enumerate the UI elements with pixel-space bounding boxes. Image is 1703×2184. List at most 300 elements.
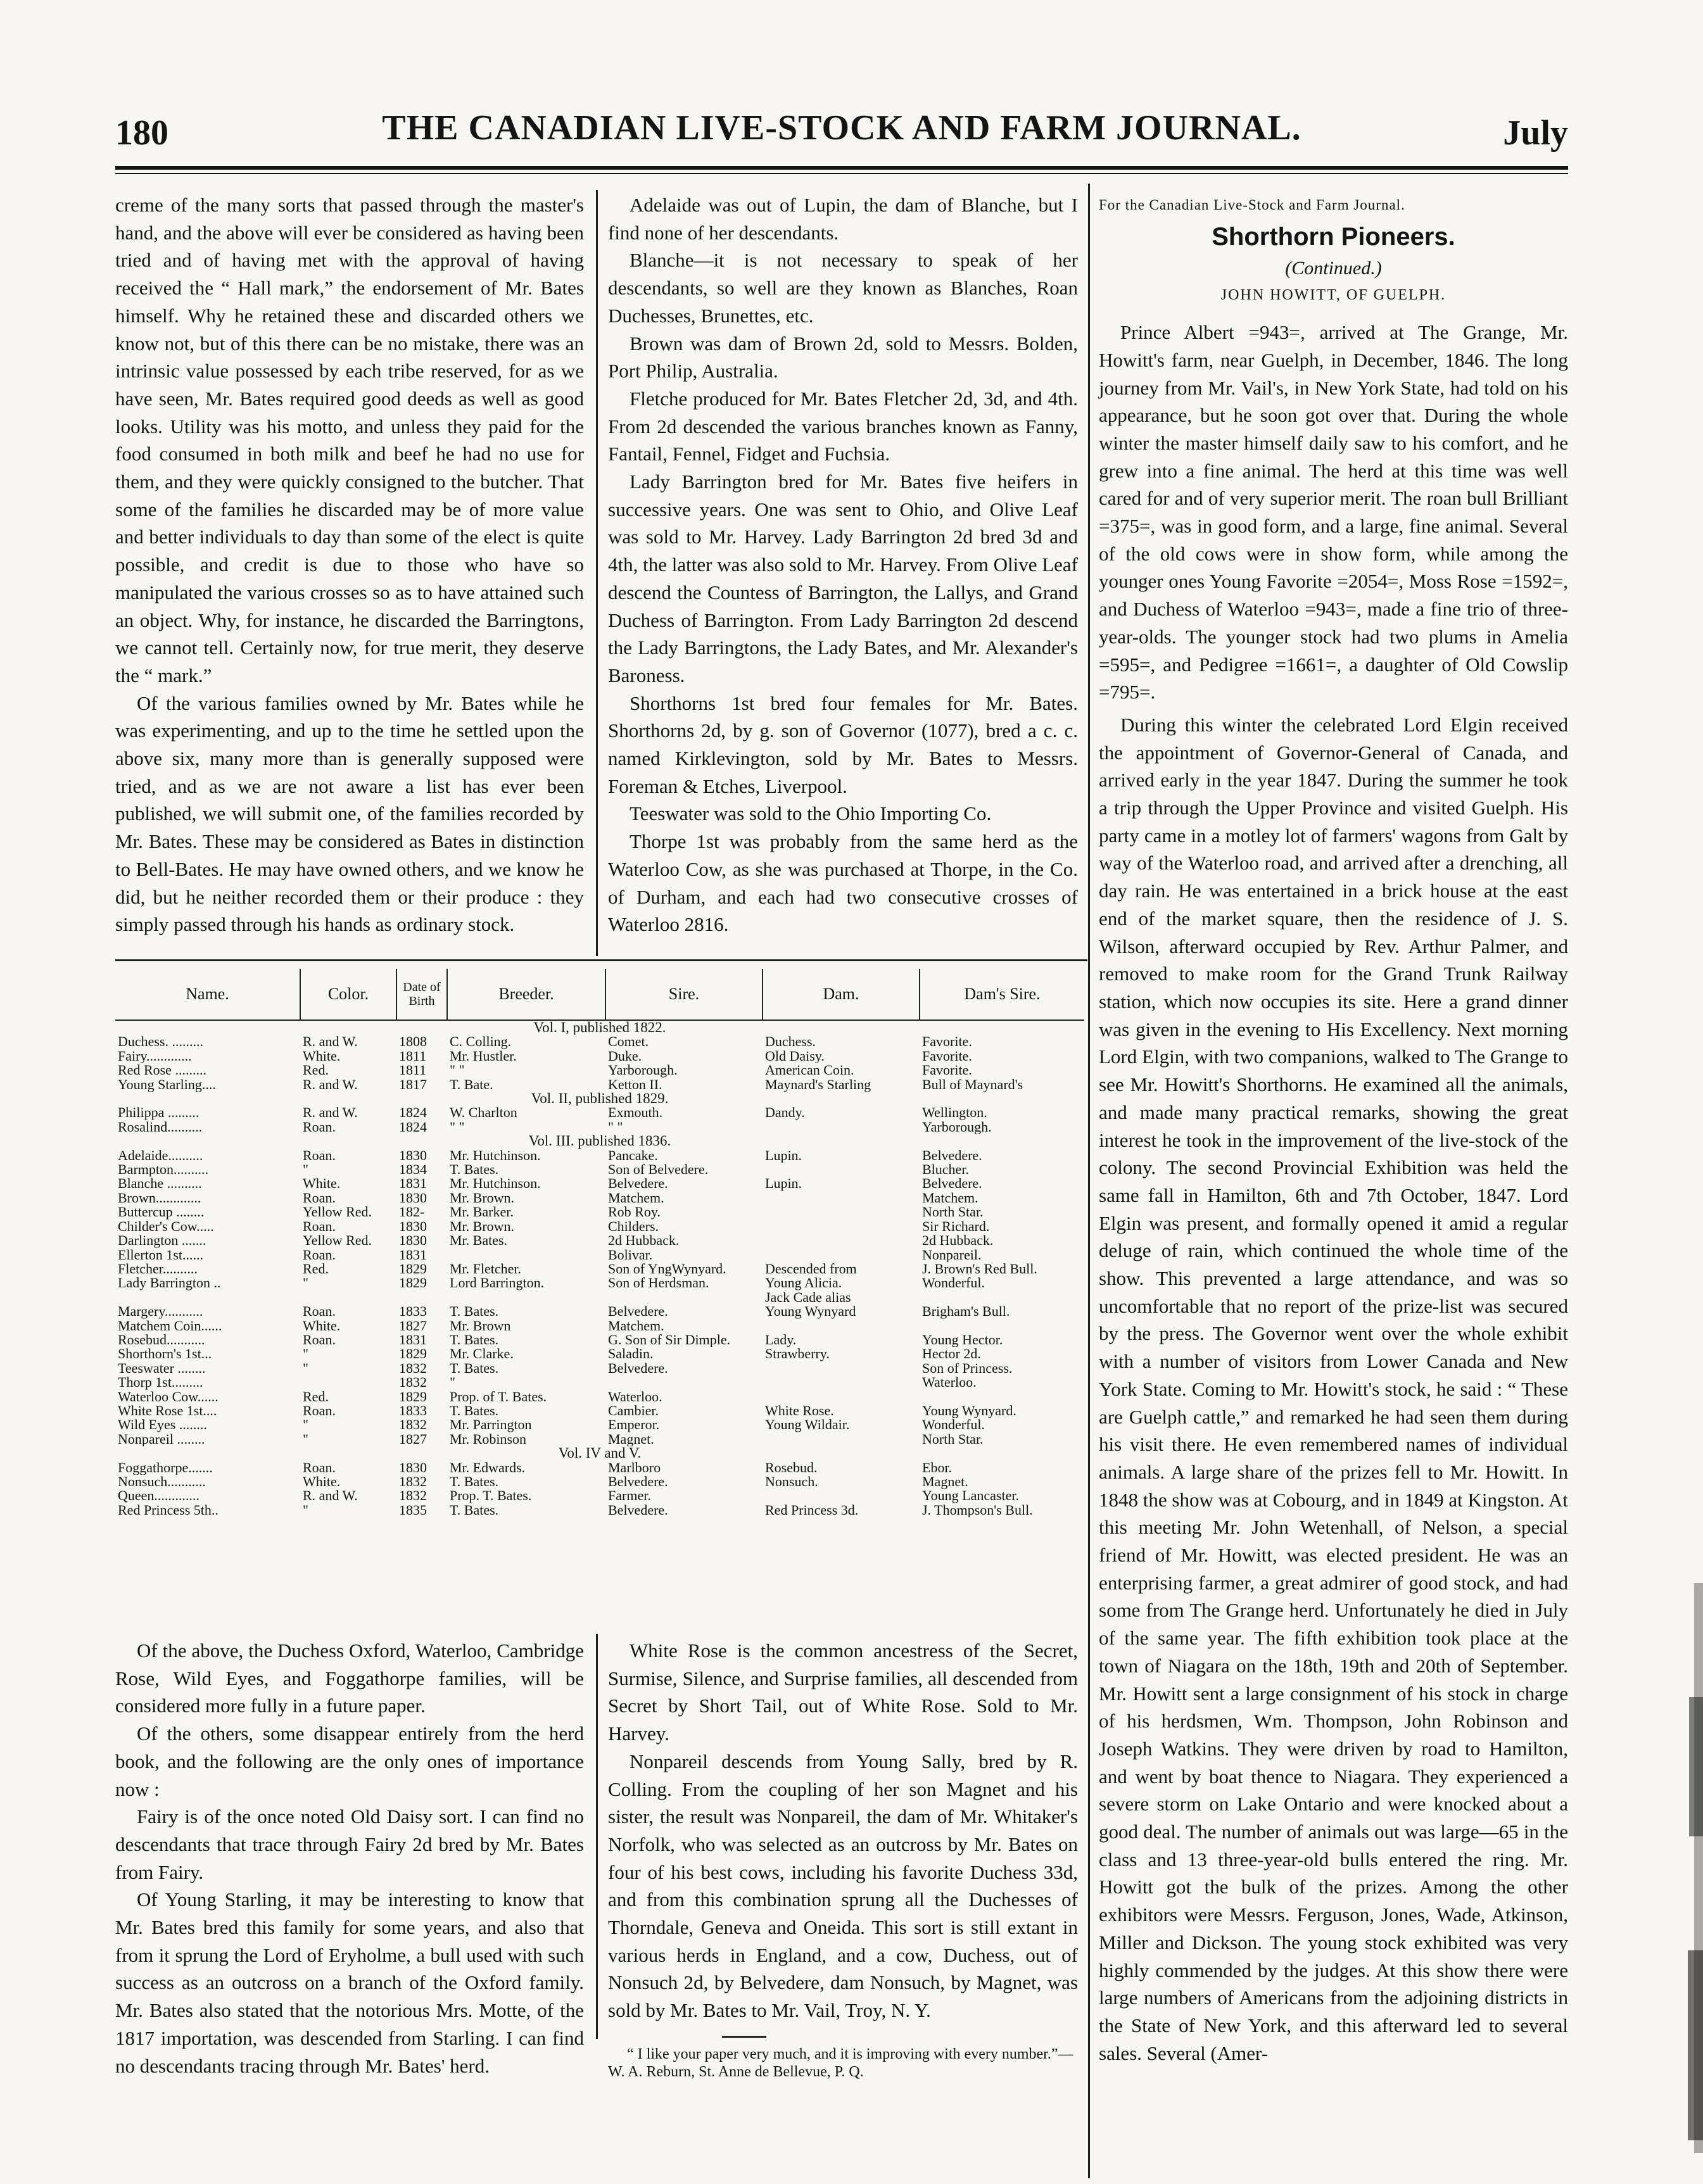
table-row xyxy=(115,1375,1084,1389)
volume-label: Vol. IV and V. xyxy=(558,1446,642,1461)
table-cell xyxy=(763,1205,920,1219)
table-cell: 2d Hubback. xyxy=(608,1234,680,1248)
table-cell: Yellow Red. xyxy=(303,1234,372,1248)
table-cell: Mr. Hustler. xyxy=(450,1049,517,1064)
table-cell: Favorite. xyxy=(922,1049,972,1064)
paragraph: Of the various families owned by Mr. Bates while he was experimenting, and up to the time he settled upon the above six, many more than is generally supposed were tried, and as we are not aware a list has ever been published, we will submit one, of the families recorded by Mr. Bates. These may be considered as Bates in distinction to Bell-Bates. He may have owned others, and we know he did, but he neither recorded them or their produce : they simply passed through his hands as ordinary stock. xyxy=(115,691,584,936)
table-cell: Young Alicia. xyxy=(765,1276,842,1291)
journal-title: THE CANADIAN LIVE-STOCK AND FARM JOURNAL. xyxy=(382,108,1301,148)
table-cell: " xyxy=(450,1375,455,1390)
table-cell: Red Princess 3d. xyxy=(765,1503,859,1518)
table-cell xyxy=(763,1319,920,1333)
table-cell: White Rose. xyxy=(765,1403,834,1418)
table-cell: Blucher. xyxy=(922,1163,969,1177)
table-row xyxy=(115,1503,1084,1517)
table-cell xyxy=(763,1248,920,1262)
volume-row xyxy=(115,1134,1084,1148)
table-cell: Margery........... xyxy=(118,1304,203,1319)
table-cell: 1832 xyxy=(399,1361,427,1376)
paragraph: Blanche—it is not necessary to speak of her descendants, so well are they known as Blanches, Roan Duchesses, Brunettes, etc. xyxy=(608,249,1078,327)
table-cell: Brown............. xyxy=(118,1190,201,1206)
volume-label: Vol. II, published 1829. xyxy=(531,1092,669,1106)
table-row xyxy=(115,1475,1084,1489)
table-cell: Ebor. xyxy=(922,1460,953,1475)
table-cell: 1830 xyxy=(399,1219,427,1234)
table-cell: North Star. xyxy=(922,1205,984,1220)
table-cell: 1827 xyxy=(399,1432,427,1447)
table-cell: 1832 xyxy=(399,1375,427,1390)
table-cell: Strawberry. xyxy=(765,1347,830,1361)
paragraph: Thorpe 1st was probably from the same herd as the Waterloo Cow, as she was purchased at Thorpe, in the Co. of Durham, and each had two consecutive crosses of Waterloo 2816. xyxy=(608,830,1078,936)
herd-table xyxy=(115,969,1084,1517)
table-cell: Son of Belvedere. xyxy=(608,1163,709,1177)
table-cell: Fletcher.......... xyxy=(118,1261,198,1277)
table-cell: Pancake. xyxy=(608,1148,658,1163)
table-row xyxy=(115,1063,1084,1077)
table-cell: Waterloo. xyxy=(922,1375,977,1390)
table-cell: 1831 xyxy=(399,1332,427,1348)
table-cell: 1833 xyxy=(399,1304,427,1319)
table-cell: R. and W. xyxy=(303,1489,358,1503)
table-row xyxy=(115,1106,1084,1120)
table-cell: Belvedere. xyxy=(608,1304,668,1319)
paragraph: Shorthorns 1st bred four females for Mr. Bates. Shorthorns 2d, by g. son of Governor (1077), bred a c. c. named Kirklevington, sold by Mr. Bates to Messrs. Foreman & Etches, Liverpool. xyxy=(608,691,1078,797)
table-cell: Roan. xyxy=(303,1403,336,1418)
table-cell: Marlboro xyxy=(608,1460,661,1475)
table-cell: T. Bates. xyxy=(450,1361,499,1376)
table-cell: White. xyxy=(303,1318,341,1333)
table-cell: Matchem Coin...... xyxy=(118,1318,222,1333)
table-cell: 1830 xyxy=(399,1460,427,1475)
table-cell: Matchem. xyxy=(608,1318,664,1333)
table-cell xyxy=(920,1291,1084,1304)
table-cell: Son of YngWynyard. xyxy=(608,1261,726,1277)
table-cell: Ellerton 1st...... xyxy=(118,1247,204,1262)
bates-families-table xyxy=(115,969,1084,1621)
table-top-rule xyxy=(115,959,1087,961)
table-cell xyxy=(300,1375,396,1389)
table-cell: Red Rose ......... xyxy=(118,1063,206,1078)
table-cell: 1817 xyxy=(399,1077,427,1092)
table-cell: 1827 xyxy=(399,1318,427,1333)
table-row xyxy=(115,1489,1084,1503)
table-cell xyxy=(763,1390,920,1404)
article-head xyxy=(1099,191,1568,310)
table-cell: Belvedere. xyxy=(608,1503,668,1518)
author-line: JOHN HOWITT, OF GUELPH. xyxy=(1220,287,1447,304)
table-row xyxy=(115,1461,1084,1475)
table-cell: Queen............. xyxy=(118,1489,199,1503)
table-cell: 1829 xyxy=(399,1276,427,1291)
table-cell: Red. xyxy=(303,1063,329,1078)
table-cell: Ketton II. xyxy=(608,1077,662,1092)
table-cell: Young Hector. xyxy=(922,1332,1003,1348)
table-cell: Roan. xyxy=(303,1460,336,1475)
table-row xyxy=(115,1291,1084,1304)
table-cell: 1834 xyxy=(399,1163,427,1177)
table-cell: T. Bates. xyxy=(450,1403,499,1418)
table-cell: Mr. Brown. xyxy=(450,1190,515,1206)
paragraph: Of the others, some disappear entirely from the herd book, and the following are the only ones of importance now : xyxy=(115,1722,584,1800)
table-cell xyxy=(447,1291,605,1304)
paragraph: Nonpareil descends from Young Sally, bred by R. Colling. From the coupling of her son Magnet and his sister, the result was Nonpareil, the dam of Mr. Whitaker's Norfolk, who was selected as an outcross by Mr. Bates on four of his best cows, including his favorite Duchess 33d, and from this combination sprung all the Duchesses of Thorndale, Geneva and Oneida. This sort is still extant in various herds in England, and a cow, Duchess, out of Nonsuch 2d, by Belvedere, dam Nonsuch, by Magnet, was sold by Mr. Bates to Mr. Vail, Troy, N. Y. xyxy=(608,1750,1078,2022)
table-cell xyxy=(763,1120,920,1134)
paragraph: Brown was dam of Brown 2d, sold to Messrs. Bolden, Port Philip, Australia. xyxy=(608,332,1078,382)
table-cell: Cambier. xyxy=(608,1403,659,1418)
table-cell: Mr. Robinson xyxy=(450,1432,527,1447)
table-cell: " xyxy=(303,1347,308,1361)
table-row xyxy=(115,1078,1084,1092)
table-cell: C. Colling. xyxy=(450,1035,512,1049)
table-cell: Matchem. xyxy=(608,1190,664,1206)
table-cell: Barmpton.......... xyxy=(118,1163,208,1177)
paragraph: Teeswater was sold to the Ohio Importing Co. xyxy=(630,802,992,825)
table-cell: T. Bate. xyxy=(450,1077,493,1092)
table-cell: T. Bates. xyxy=(450,1163,499,1177)
table-cell: 2d Hubback. xyxy=(922,1234,994,1248)
table-cell: T. Bates. xyxy=(450,1332,499,1348)
table-cell: W. Charlton xyxy=(450,1106,517,1120)
table-cell: Magnet. xyxy=(608,1432,654,1447)
table-row xyxy=(115,1163,1084,1177)
column-1-upper xyxy=(115,191,584,938)
volume-row xyxy=(115,1020,1084,1035)
paragraph: Of the above, the Duchess Oxford, Waterloo, Cambridge Rose, Wild Eyes, and Foggathorpe families, will be considered more fully in a future paper. xyxy=(115,1639,584,1717)
table-cell: 1830 xyxy=(399,1148,427,1163)
table-cell: Adelaide.......... xyxy=(118,1148,203,1163)
table-cell: Belvedere. xyxy=(922,1177,982,1191)
table-cell: Mr. Barker. xyxy=(450,1205,514,1220)
paragraph: White Rose is the common ancestress of the Secret, Surmise, Silence, and Surprise families, all descended from Secret by Short Tail, out of White Rose. Sold to Mr. Harvey. xyxy=(608,1639,1078,1745)
header-rule xyxy=(115,166,1568,170)
table-cell: Lady Barrington .. xyxy=(118,1276,221,1291)
table-cell: Mr. Hutchinson. xyxy=(450,1148,541,1163)
scan-edge-marks xyxy=(1684,0,1703,2184)
table-cell: Young Starling.... xyxy=(118,1077,216,1092)
table-cell: " " xyxy=(450,1063,465,1078)
table-row xyxy=(115,1035,1084,1049)
table-cell: J. Thompson's Bull. xyxy=(922,1503,1033,1518)
table-cell: Childers. xyxy=(608,1219,659,1234)
table-cell: White. xyxy=(303,1049,341,1064)
table-cell xyxy=(763,1220,920,1234)
table-cell: Fairy............. xyxy=(118,1049,192,1064)
table-cell: Wild Eyes ........ xyxy=(118,1418,207,1432)
table-row xyxy=(115,1220,1084,1234)
column-1-lower xyxy=(115,1637,584,2080)
table-cell: Lady. xyxy=(765,1332,797,1348)
table-cell: Red Princess 5th.. xyxy=(118,1503,218,1518)
table-row xyxy=(115,1205,1084,1219)
table-cell: " xyxy=(303,1418,308,1432)
column-header: Breeder. xyxy=(447,969,605,1020)
table-cell xyxy=(920,1390,1084,1404)
table-cell: Maynard's Starling xyxy=(765,1077,871,1092)
table-cell xyxy=(447,1248,605,1262)
table-cell: " xyxy=(303,1503,308,1518)
table-cell: Mr. Edwards. xyxy=(450,1460,526,1475)
table-cell: 1829 xyxy=(399,1389,427,1404)
table-cell: Roan. xyxy=(303,1190,336,1206)
column-2-lower xyxy=(608,1637,1078,2024)
table-row xyxy=(115,1262,1084,1276)
table-cell: Favorite. xyxy=(922,1063,972,1078)
table-cell: Jack Cade alias xyxy=(765,1290,851,1305)
table-cell: 182- xyxy=(399,1205,425,1220)
table-cell: Young Wynyard. xyxy=(922,1403,1016,1418)
table-cell: 1832 xyxy=(399,1418,427,1432)
table-cell: Comet. xyxy=(608,1035,649,1049)
table-row xyxy=(115,1404,1084,1418)
paragraph: During this winter the celebrated Lord Elgin received the appointment of Governor-General of Canada, and arrived early in the year 1847. During the summer he took a trip through the Upper Province and visited Guelph. His party came in a motley lot of farmers' wagons from Galt by way of the Waterloo road, and arrived after a drenching, all day rain. He was entertained in a brick house at the east end of the market square, then the residence of J. S. Wilson, afterward occupied by Rev. Arthur Palmer, and removed to make room for the Grand Trunk Railway station, which now occupies its site. Here a grand dinner was given in the evening to His Excellency. Next morning Lord Elgin, with two companions, walked to The Grange to see Mr. Howitt's Shorthorns. He examined all the animals, and made many practical remarks, showing the great interest he took in the improvement of the live-stock of the colony. The second Provincial Exhibition was held the same fall in Hamilton, 6th and 7th October, 1847. Lord Elgin was present, and formally opened it amid a regular deluge of rain, which continued the whole time of the show. This prevented a large attendance, and was so uncomfortable that no report of the prize-list was secured by the press. The Governor went over the whole exhibit with a number of visitors from Lower Canada and New York State. Coming to Mr. Howitt's stock, he said : “ These are Guelph cattle,” and remarked he had seen them during his visit there. He even remembered names of individual animals. A large share of the prizes fell to Mr. Howitt. In 1848 the show was at Cobourg, and in 1849 at Kingston. At this meeting Mr. John Wetenhall, of Nelson, a special friend of Mr. Howitt, was elected president. He was an enterprising farmer, a great admirer of good stock, and had some from The Grange herd. Unfortunately he died in July of the same year. The fifth exhibition took place at the town of Niagara on the 18th, 19th and 20th of September. Mr. Howitt sent a large consignment of his stock in charge of his herdsmen, Wm. Thompson, John Robinson and Joseph Watkins. They were driven by road to Hamilton, and went by boat thence to Niagara. They experienced a severe storm on Lake Ontario and were knocked about a good deal. The number of animals out was large—65 in the class and 13 three-year-old bulls entered the ring. Mr. Howitt got the bulk of the prizes. Among the other exhibitors were Messrs. Ferguson, Jones, Wade, Atkinson, Miller and Dickson. The young stock exhibited was very highly commended by the judges. At this show there were large numbers of Americans from the adjoining districts in the State of New York, and this afterward led to several sales. Several (Amer- xyxy=(1099,713,1568,2064)
table-cell: Descended from xyxy=(765,1261,857,1277)
table-cell: Yarborough. xyxy=(608,1063,678,1078)
table-cell: Mr. Parrington xyxy=(450,1418,532,1432)
table-cell: 1831 xyxy=(399,1177,427,1191)
table-cell: Mr. Clarke. xyxy=(450,1347,514,1361)
table-header-row xyxy=(115,969,1084,1020)
table-cell: Darlington ....... xyxy=(118,1234,206,1248)
table-cell: Yarborough. xyxy=(922,1120,992,1135)
column-header: Sire. xyxy=(605,969,763,1020)
paragraph: Of Young Starling, it may be interesting to know that Mr. Bates bred this family for some years, and also that from it sprung the Lord of Eryholme, a bull used with such success as an outcross on a branch of the Oxford family. Mr. Bates also stated that the notorious Mrs. Motte, of the 1817 importation, was descended from Starling. I can find no descendants tracing through Mr. Bates' herd. xyxy=(115,1888,584,2077)
table-cell: Dandy. xyxy=(765,1106,805,1120)
table-cell: 1811 xyxy=(399,1049,427,1064)
table-cell: Bull of Maynard's xyxy=(922,1077,1023,1092)
paragraph: Lady Barrington bred for Mr. Bates five heifers in successive years. One was sent to Ohio, and Olive Leaf was sold to Mr. Harvey. Lady Barrington 2d bred 3d and 4th, the latter was also sold to Mr. Harvey. From Olive Leaf descend the Countess of Barrington, the Lallys, and Grand Duchess of Barrington. From Lady Barrington 2d descend the Lady Barringtons, the Lady Bates, and Mr. Alexander's Baroness. xyxy=(608,470,1078,686)
table-cell: White. xyxy=(303,1177,341,1191)
table-body xyxy=(115,1020,1084,1517)
table-cell xyxy=(763,1432,920,1446)
for-line: For the Canadian Live-Stock and Farm Journal. xyxy=(1099,197,1405,213)
table-cell: T. Bates. xyxy=(450,1475,499,1489)
column-header: Name. xyxy=(115,969,300,1020)
article-title: Shorthorn Pioneers. xyxy=(1212,222,1455,251)
table-cell: " xyxy=(303,1163,308,1177)
page-number: 180 xyxy=(115,113,168,153)
table-cell: American Coin. xyxy=(765,1063,854,1078)
table-row xyxy=(115,1432,1084,1446)
table-cell: Duke. xyxy=(608,1049,642,1064)
table-cell: Red. xyxy=(303,1261,329,1277)
table-cell: " xyxy=(303,1432,308,1447)
table-cell: 1833 xyxy=(399,1403,427,1418)
table-cell: " " xyxy=(450,1120,465,1135)
table-cell: 1829 xyxy=(399,1261,427,1277)
table-row xyxy=(115,1333,1084,1347)
table-cell: Son of Herdsman. xyxy=(608,1276,709,1291)
table-cell: Philippa ......... xyxy=(118,1106,199,1120)
table-cell: Roan. xyxy=(303,1332,336,1348)
table-cell: Magnet. xyxy=(922,1475,968,1489)
table-cell: Nonsuch. xyxy=(765,1475,818,1489)
table-row xyxy=(115,1248,1084,1262)
table-cell: Wonderful. xyxy=(922,1276,985,1291)
table-cell: Mr. Hutchinson. xyxy=(450,1177,541,1191)
column-header: Date of Birth xyxy=(396,969,447,1020)
table-cell: Mr. Fletcher. xyxy=(450,1261,522,1277)
table-cell: 1832 xyxy=(399,1489,427,1503)
table-cell: Nonpareil. xyxy=(922,1247,982,1262)
table-cell: 1829 xyxy=(399,1347,427,1361)
table-cell: Roan. xyxy=(303,1148,336,1163)
table-cell: White. xyxy=(303,1475,341,1489)
table-cell: J. Brown's Red Bull. xyxy=(922,1261,1037,1277)
column-divider xyxy=(596,1634,598,2039)
table-row xyxy=(115,1191,1084,1205)
column-header: Dam's Sire. xyxy=(920,969,1084,1020)
table-cell: Belvedere. xyxy=(608,1475,668,1489)
table-cell xyxy=(300,1291,396,1304)
table-cell: Duchess. ......... xyxy=(118,1035,204,1049)
table-cell: R. and W. xyxy=(303,1035,358,1049)
table-row xyxy=(115,1234,1084,1247)
table-row xyxy=(115,1149,1084,1163)
table-cell: Lord Barrington. xyxy=(450,1276,545,1291)
table-cell: 1832 xyxy=(399,1475,427,1489)
table-cell: Belvedere. xyxy=(922,1148,982,1163)
table-cell: Roan. xyxy=(303,1304,336,1319)
column-header: Color. xyxy=(300,969,396,1020)
paragraph: Adelaide was out of Lupin, the dam of Blanche, but I find none of her descendants. xyxy=(608,194,1078,244)
table-cell: Waterloo. xyxy=(608,1389,662,1404)
table-cell: T. Bates. xyxy=(450,1304,499,1319)
table-row xyxy=(115,1319,1084,1333)
table-cell: Wellington. xyxy=(922,1106,987,1120)
volume-label: Vol. I, published 1822. xyxy=(533,1020,666,1035)
column-2-upper xyxy=(608,191,1078,938)
table-cell: Mr. Bates. xyxy=(450,1234,508,1248)
table-cell: Childer's Cow..... xyxy=(118,1219,214,1234)
table-cell: Waterloo Cow...... xyxy=(118,1389,218,1404)
table-cell: Rosalind.......... xyxy=(118,1120,203,1135)
table-cell: Lupin. xyxy=(765,1148,802,1163)
table-cell: Mr. Brown xyxy=(450,1318,511,1333)
table-cell: Saladin. xyxy=(608,1347,654,1361)
table-row xyxy=(115,1120,1084,1134)
table-row xyxy=(115,1276,1084,1290)
column-3 xyxy=(1099,191,1568,2067)
table-cell xyxy=(763,1191,920,1205)
table-cell: Brigham's Bull. xyxy=(922,1304,1010,1319)
table-cell: White Rose 1st.... xyxy=(118,1403,217,1418)
table-cell: Emperor. xyxy=(608,1418,660,1432)
volume-row xyxy=(115,1092,1084,1106)
table-cell: Old Daisy. xyxy=(765,1049,825,1064)
volume-label: Vol. III. published 1836. xyxy=(528,1134,671,1149)
table-cell: Blanche .......... xyxy=(118,1177,202,1191)
table-row xyxy=(115,1418,1084,1432)
table-cell: G. Son of Sir Dimple. xyxy=(608,1332,731,1348)
table-cell: Hector 2d. xyxy=(922,1347,981,1361)
table-cell xyxy=(605,1291,763,1304)
table-cell: 1830 xyxy=(399,1234,427,1248)
table-cell xyxy=(763,1163,920,1177)
table-cell: Bolivar. xyxy=(608,1247,653,1262)
table-cell: Sir Richard. xyxy=(922,1219,990,1234)
table-cell: Nonsuch........... xyxy=(118,1475,206,1489)
table-cell: 1811 xyxy=(399,1063,427,1078)
table-cell: " " xyxy=(608,1120,623,1135)
table-cell xyxy=(605,1375,763,1389)
table-row xyxy=(115,1347,1084,1361)
table-cell: Wonderful. xyxy=(922,1418,985,1432)
column-divider xyxy=(596,190,598,956)
table-cell: Belvedere. xyxy=(608,1177,668,1191)
table-cell: Prop. of T. Bates. xyxy=(450,1389,547,1404)
table-cell: Thorp 1st......... xyxy=(118,1375,203,1390)
table-cell: Yellow Red. xyxy=(303,1205,372,1220)
table-cell: Lupin. xyxy=(765,1177,802,1191)
table-cell: 1824 xyxy=(399,1106,427,1120)
issue-month: July xyxy=(1503,113,1568,153)
table-row xyxy=(115,1304,1084,1318)
table-cell: Young Lancaster. xyxy=(922,1489,1019,1503)
table-cell: Matchem. xyxy=(922,1190,978,1206)
column-header: Dam. xyxy=(763,969,920,1020)
paragraph: Prince Albert =943=, arrived at The Grange, Mr. Howitt's farm, near Guelph, in December, 1846. The long journey from Mr. Vail's, in New York State, had told on his appearance, but he soon got over that. During the whole winter the master himself daily saw to his comfort, and he grew into a fine animal. The herd at this time was well cared for and of very superior merit. The roan bull Brilliant =375=, was in good form, and a large, fine animal. Several of the old cows were in show form, while among the younger ones Young Favorite =2054=, Moss Rose =1592=, and Duchess of Waterloo =943=, made a fine trio of three-year-olds. The younger stock had two plums in Amelia =595=, and Pedigree =1661=, a daughter of Old Cowslip =795=. xyxy=(1099,321,1568,704)
table-cell: Mr. Brown. xyxy=(450,1219,515,1234)
table-cell: Rosebud. xyxy=(765,1460,818,1475)
table-cell: Young Wildair. xyxy=(765,1418,850,1432)
table-cell: R. and W. xyxy=(303,1106,358,1120)
table-row xyxy=(115,1049,1084,1063)
table-cell xyxy=(920,1319,1084,1333)
table-cell: Prop. T. Bates. xyxy=(450,1489,532,1503)
continued-note: (Continued.) xyxy=(1285,257,1382,279)
paragraph: creme of the many sorts that passed through the master's hand, and the above will ever be considered as having been tried and of having met with the approval of having received the “ Hall mark,” the endorsement of Mr. Bates himself. Why he retained these and discarded others we know not, but of this there can be no mistake, there was an intrinsic value possessed by each tribe reserved, for as we have seen, Mr. Bates required good deeds as well as good looks. Utility was his motto, and unless they paid for the food consumed in both milk and beef he had no use for them, and they were quickly consigned to the butcher. That some of the families he discarded may be of more value and better individuals to day than some of the elect is quite possible, and credit is due to those who have so manipulated the various crosses so as to have attained such an object. Why, for instance, he discarded the Barringtons, we cannot tell. Certainly now, for true merit, they deserve the “ mark.” xyxy=(115,194,584,686)
table-cell: " xyxy=(303,1361,308,1376)
table-cell: 1824 xyxy=(399,1120,427,1135)
table-cell xyxy=(763,1489,920,1503)
table-cell: Rosebud........... xyxy=(118,1332,205,1348)
table-cell: Farmer. xyxy=(608,1489,651,1503)
table-cell: 1835 xyxy=(399,1503,427,1518)
table-cell: Exmouth. xyxy=(608,1106,663,1120)
table-row xyxy=(115,1361,1084,1375)
table-cell: Roan. xyxy=(303,1120,336,1135)
footnote-divider xyxy=(722,2036,766,2038)
table-cell: Roan. xyxy=(303,1247,336,1262)
paragraph: Fletche produced for Mr. Bates Fletcher 2d, 3d, and 4th. From 2d descended the various branches known as Fanny, Fantail, Fennel, Fidget and Fuchsia. xyxy=(608,387,1078,465)
table-cell: 1831 xyxy=(399,1247,427,1262)
table-cell: 1808 xyxy=(399,1035,427,1049)
table-cell: Nonpareil ........ xyxy=(118,1432,205,1447)
table-cell xyxy=(115,1291,300,1304)
column-divider xyxy=(1088,184,1090,2178)
table-cell xyxy=(763,1361,920,1375)
page-header xyxy=(115,106,1568,170)
table-cell: Belvedere. xyxy=(608,1361,668,1376)
table-cell: 1830 xyxy=(399,1190,427,1206)
table-row xyxy=(115,1177,1084,1190)
table-cell: " xyxy=(303,1276,308,1291)
header-rule-thin xyxy=(115,173,1568,174)
table-cell: North Star. xyxy=(922,1432,984,1447)
table-cell: Roan. xyxy=(303,1219,336,1234)
table-cell xyxy=(396,1291,447,1304)
table-cell: Shorthorn's 1st... xyxy=(118,1347,212,1361)
table-cell xyxy=(763,1375,920,1389)
table-cell: Rob Roy. xyxy=(608,1205,661,1220)
table-cell: R. and W. xyxy=(303,1077,358,1092)
table-cell: Favorite. xyxy=(922,1035,972,1049)
table-cell xyxy=(763,1234,920,1247)
table-cell: Buttercup ........ xyxy=(118,1205,205,1220)
table-cell: T. Bates. xyxy=(450,1503,499,1518)
paragraph: Fairy is of the once noted Old Daisy sort. I can find no descendants that trace through Fairy 2d bred by Mr. Bates from Fairy. xyxy=(115,1805,584,1883)
table-cell: Red. xyxy=(303,1389,329,1404)
